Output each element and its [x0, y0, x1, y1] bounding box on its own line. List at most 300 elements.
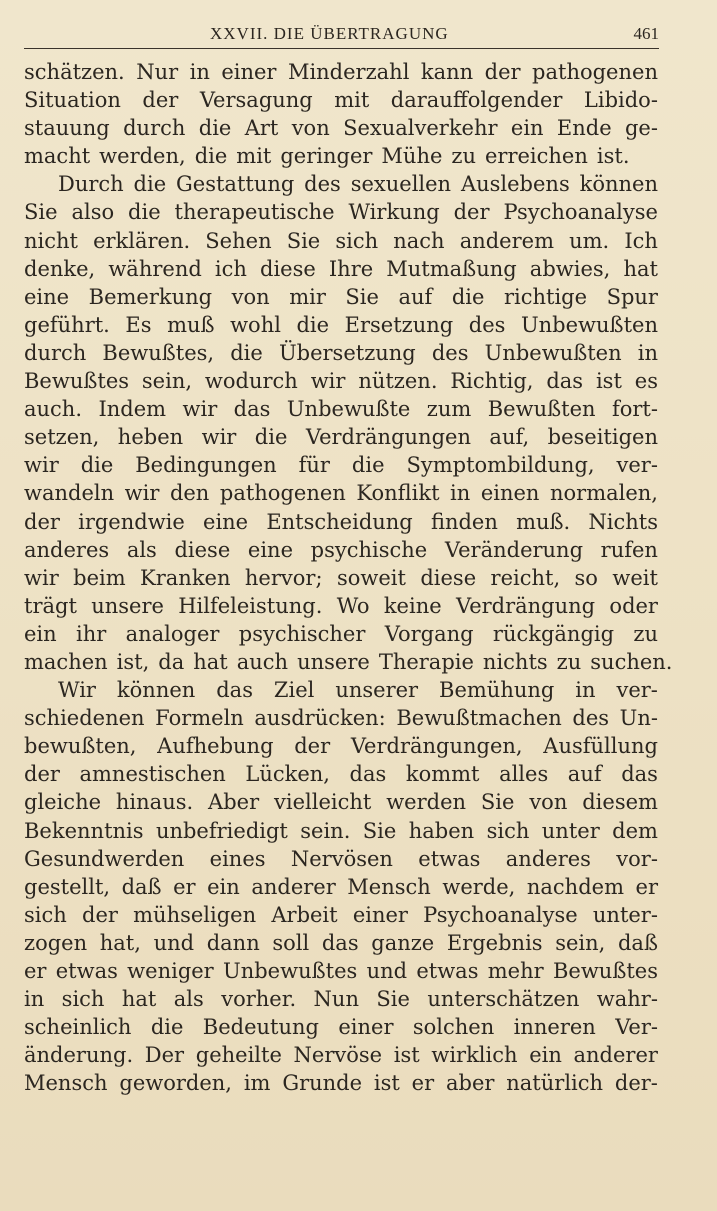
word: unter-	[592, 902, 658, 927]
word: durch	[24, 340, 87, 365]
word: der	[484, 60, 521, 84]
word: Bemerkung	[88, 284, 213, 309]
text-line	[24, 845, 658, 873]
word: Kranken	[140, 565, 231, 590]
word: Wirkung	[348, 200, 440, 225]
word: als	[126, 537, 157, 562]
word: des	[304, 172, 341, 197]
word: ist	[373, 1071, 400, 1096]
word: das	[216, 678, 253, 703]
word: Bewußten	[487, 397, 596, 422]
word: finden	[430, 509, 498, 534]
word: auf	[567, 762, 602, 787]
word: Indem	[98, 397, 167, 422]
word: anderes	[24, 537, 110, 562]
word: für	[298, 453, 330, 478]
word: Verdrängung	[455, 593, 596, 618]
word: wodurch	[204, 369, 298, 394]
word: hat,	[99, 930, 141, 955]
word: die	[198, 116, 232, 141]
word: mit	[334, 88, 370, 113]
word: Verdrängungen	[305, 425, 471, 450]
word: Bekenntnis	[24, 818, 144, 843]
word: kann	[420, 60, 474, 84]
word: während	[108, 256, 202, 281]
word: Ergebnis	[446, 930, 543, 955]
word: geringer	[280, 144, 373, 169]
word: werden,	[99, 144, 186, 169]
word: der	[294, 734, 331, 759]
word: psychische	[310, 537, 428, 562]
word: der-	[614, 1071, 658, 1096]
word: und	[153, 930, 195, 955]
word: Sie	[24, 200, 58, 225]
word: anderes	[505, 846, 591, 871]
word: kommt	[405, 762, 480, 787]
word: ist.	[596, 144, 630, 169]
word: stauung	[24, 116, 110, 141]
word: in	[189, 60, 210, 84]
word: vor-	[616, 846, 658, 871]
word: wahr-	[596, 987, 658, 1012]
word: Entscheidung	[266, 509, 413, 534]
word: Verdrängungen,	[350, 734, 523, 759]
word: das	[349, 762, 387, 787]
word: pathogenen	[219, 481, 346, 506]
page-number: 461	[633, 24, 659, 43]
word: Unbewußten	[520, 312, 658, 337]
word: und	[366, 959, 408, 983]
word: ist	[393, 1043, 420, 1068]
word: Ende	[556, 116, 612, 141]
word: macht	[24, 144, 91, 169]
word: des	[468, 312, 506, 337]
word: Psychoanalyse	[503, 200, 658, 225]
word: Libido-	[583, 88, 658, 113]
word: Nervöse	[293, 1043, 383, 1068]
word: dem	[612, 818, 658, 843]
word: zu	[633, 621, 658, 646]
word: diese	[260, 256, 316, 281]
text-line	[24, 1069, 658, 1097]
text-line	[24, 142, 658, 170]
word: er	[635, 874, 658, 899]
word: der	[24, 509, 60, 534]
word: Spur	[606, 284, 658, 309]
word: die	[230, 340, 263, 365]
word: ihr	[76, 621, 107, 646]
word: die	[254, 425, 288, 450]
word: Konflikt	[356, 481, 440, 506]
word: Auslebens	[460, 172, 570, 197]
word: geführt.	[24, 312, 110, 337]
word: änderung.	[24, 1043, 134, 1068]
word: ein	[24, 621, 57, 646]
word: ausdrücken:	[254, 706, 386, 731]
word: Bewußtes	[24, 369, 130, 394]
word: nichts	[482, 649, 548, 674]
word: Ziel	[273, 678, 315, 703]
word: weniger	[127, 959, 214, 983]
word: schätzen.	[24, 60, 125, 84]
word: diese	[420, 565, 477, 590]
text-line	[24, 957, 658, 985]
word: Aufhebung	[157, 734, 274, 759]
word: schiedenen	[24, 706, 145, 731]
word: Aber	[208, 790, 260, 815]
text-line	[24, 901, 658, 929]
text-line	[24, 508, 658, 536]
word: hat	[121, 987, 157, 1012]
word: abwies,	[529, 256, 611, 281]
word: normalen,	[549, 481, 658, 506]
word: unter	[541, 818, 600, 843]
word: Un-	[619, 706, 658, 731]
word: muß.	[516, 509, 571, 534]
word: Bedingungen	[135, 453, 277, 478]
word: anderem	[459, 228, 554, 253]
word: sein.	[300, 818, 351, 843]
word: werde,	[442, 874, 516, 899]
word: oder	[609, 593, 658, 618]
word: unserer	[335, 678, 419, 703]
word: auch	[236, 649, 289, 674]
text-line	[24, 564, 658, 592]
word: Situation	[24, 88, 121, 113]
word: von	[291, 116, 330, 141]
word: hat	[193, 649, 228, 674]
text-line	[24, 227, 658, 255]
word: ver-	[616, 453, 658, 478]
word: machen	[24, 649, 108, 674]
word: also	[71, 200, 115, 225]
text-line	[24, 704, 658, 732]
word: die	[128, 200, 161, 225]
word: reicht,	[490, 565, 561, 590]
word: Nichts	[588, 509, 658, 534]
word: das	[621, 762, 658, 787]
word: therapeutische	[174, 200, 335, 225]
word: auf,	[489, 425, 530, 450]
body-text	[24, 58, 673, 1097]
word: von	[231, 284, 270, 309]
word: das	[321, 930, 359, 955]
word: des	[572, 706, 610, 731]
text-line	[24, 732, 658, 760]
text-line	[24, 592, 658, 620]
word: die	[351, 453, 385, 478]
word: diese	[174, 537, 231, 562]
running-title: XXVII. DIE ÜBERTRAGUNG	[210, 24, 449, 43]
word: können	[116, 678, 196, 703]
word: ge-	[624, 116, 658, 141]
word: Unbewußten	[484, 340, 622, 365]
word: sein,	[555, 930, 606, 955]
word: scheinlich	[24, 1015, 132, 1040]
word: des	[431, 340, 469, 365]
word: Art	[244, 116, 279, 141]
word: heben	[117, 425, 184, 450]
running-head	[24, 22, 659, 49]
word: wirklich	[431, 1043, 518, 1068]
text-line	[24, 536, 658, 564]
text-line	[24, 58, 658, 86]
word: daß	[121, 874, 162, 899]
text-line	[24, 929, 658, 957]
word: in	[575, 678, 596, 703]
word: sich	[335, 228, 379, 253]
word: ist,	[116, 649, 150, 674]
text-line	[24, 255, 658, 283]
text-line	[24, 620, 658, 648]
word: Ver-	[615, 1015, 658, 1040]
word: können	[579, 172, 658, 197]
word: Nun	[313, 987, 359, 1012]
word: weit	[612, 565, 658, 590]
word: sich	[61, 987, 105, 1012]
word: sexuellen	[350, 172, 452, 197]
text-line	[24, 451, 658, 479]
word: in	[450, 481, 471, 506]
word: wir	[124, 481, 160, 506]
word: nachdem	[526, 874, 624, 899]
word: Der	[144, 1043, 185, 1068]
word: wir	[310, 369, 346, 394]
word: das	[233, 397, 271, 422]
word: Sie	[345, 284, 379, 309]
word: erreichen	[485, 144, 588, 169]
word: rufen	[600, 537, 658, 562]
text-line	[24, 817, 658, 845]
word: Minderzahl	[287, 60, 410, 84]
word: die	[296, 312, 330, 337]
word: sich	[486, 818, 530, 843]
word: solchen	[412, 1015, 495, 1040]
word: Versagung	[199, 88, 313, 113]
word: unsere	[297, 649, 370, 674]
word: Wir	[58, 678, 96, 703]
word: hervor;	[244, 565, 323, 590]
text-line	[24, 367, 658, 395]
word: sein,	[141, 369, 193, 394]
word: nützen.	[358, 369, 438, 394]
word: wir	[24, 565, 59, 590]
text-line	[24, 339, 658, 367]
word: beseitigen	[547, 425, 658, 450]
word: darauffolgender	[390, 88, 563, 113]
word: Mühe	[381, 144, 443, 169]
word: so	[574, 565, 598, 590]
word: Sexualverkehr	[343, 116, 498, 141]
word: Symptombildung,	[406, 453, 595, 478]
word: Veränderung	[444, 537, 584, 562]
word: Sie	[286, 228, 321, 253]
word: nicht	[24, 228, 78, 253]
word: Ich	[624, 228, 658, 253]
word: inneren	[513, 1015, 596, 1040]
text-line	[24, 788, 658, 816]
word: Nur	[136, 60, 179, 84]
word: soweit	[336, 565, 406, 590]
word: Sie	[376, 987, 410, 1012]
word: haben	[408, 818, 475, 843]
text-line	[24, 395, 658, 423]
word: alles	[499, 762, 549, 787]
word: unsere	[91, 593, 164, 618]
word: wir	[24, 453, 59, 478]
word: Gestattung	[176, 172, 295, 197]
word: trägt	[24, 593, 77, 618]
word: irgendwie	[78, 509, 185, 534]
word: hinaus.	[115, 790, 194, 815]
word: wandeln	[24, 481, 115, 506]
word: unbefriedigt	[155, 818, 288, 843]
word: wir	[201, 425, 237, 450]
word: ganze	[371, 930, 435, 955]
word: richtige	[503, 284, 588, 309]
word: der	[82, 902, 118, 927]
word: auf	[398, 284, 433, 309]
word: vorher.	[221, 987, 297, 1012]
word: der	[142, 88, 179, 113]
word: Sehen	[205, 228, 272, 253]
text-line	[24, 676, 658, 704]
word: gestellt,	[24, 874, 111, 899]
word: soll	[272, 930, 310, 955]
word: vielleicht	[274, 790, 372, 815]
word: gleiche	[24, 790, 102, 815]
word: Bemühung	[439, 678, 555, 703]
word: den	[169, 481, 210, 506]
word: Lücken,	[245, 762, 330, 787]
word: Bedeutung	[202, 1015, 319, 1040]
word: Mensch	[347, 874, 431, 899]
word: Es	[125, 312, 152, 337]
word: Sie	[362, 818, 397, 843]
word: Wo	[336, 593, 370, 618]
word: bewußten,	[24, 734, 137, 759]
word: Therapie	[378, 649, 474, 674]
word: Ersetzung	[344, 312, 454, 337]
word: nach	[393, 228, 445, 253]
word: zogen	[24, 930, 88, 955]
word: pathogenen	[532, 60, 658, 84]
word: ver-	[616, 678, 658, 703]
word: daß	[617, 930, 658, 955]
word: Mutmaßung	[386, 256, 517, 281]
word: die	[80, 453, 114, 478]
word: ein	[529, 1043, 562, 1068]
word: fort-	[611, 397, 658, 422]
word: werden	[386, 790, 467, 815]
word: mehr	[487, 959, 544, 983]
text-line	[24, 311, 658, 339]
word: Bewußtes	[552, 959, 658, 983]
text-line	[24, 198, 658, 226]
word: beim	[73, 565, 126, 590]
word: Arbeit	[271, 902, 338, 927]
word: muß	[167, 312, 215, 337]
word: zu	[556, 649, 582, 674]
word: durch	[123, 116, 186, 141]
word: Ihre	[328, 256, 374, 281]
word: die	[150, 1015, 184, 1040]
word: einer	[221, 60, 277, 84]
word: anderer	[251, 874, 336, 899]
word: das	[546, 369, 584, 394]
word: unterschätzen	[427, 987, 580, 1012]
word: suchen.	[590, 649, 673, 674]
word: erklären.	[93, 228, 191, 253]
word: Übersetzung	[278, 340, 416, 365]
word: diesem	[582, 790, 658, 815]
word: Hilfeleistung.	[178, 593, 323, 618]
word: mit	[236, 144, 272, 169]
word: eine	[203, 509, 249, 534]
word: einer	[338, 1015, 394, 1040]
word: Grunde	[282, 1071, 363, 1096]
word: in	[637, 340, 658, 365]
word: als	[173, 987, 204, 1012]
text-line	[24, 170, 658, 198]
word: einen	[480, 481, 540, 506]
text-line	[24, 114, 658, 142]
text-line	[24, 648, 673, 676]
word: er	[173, 874, 196, 899]
word: wohl	[230, 312, 281, 337]
word: eines	[209, 846, 266, 871]
word: Richtig,	[450, 369, 534, 394]
word: aber	[445, 1071, 495, 1096]
word: ein	[510, 116, 544, 141]
word: in	[24, 987, 45, 1012]
word: dann	[206, 930, 260, 955]
word: Ausfüllung	[543, 734, 658, 759]
text-line	[24, 1041, 658, 1069]
word: da	[158, 649, 185, 674]
word: sich	[24, 902, 67, 927]
word: ich	[214, 256, 247, 281]
word: Durch	[58, 172, 124, 197]
word: die	[133, 172, 167, 197]
text-line	[24, 283, 658, 311]
word: Bewußtes,	[102, 340, 215, 365]
word: ist	[595, 369, 622, 394]
word: Sie	[480, 790, 515, 815]
text-line	[24, 873, 658, 901]
word: rückgängig	[492, 621, 615, 646]
word: geheilte	[195, 1043, 282, 1068]
word: die	[194, 144, 228, 169]
word: auch.	[24, 397, 83, 422]
word: amnestischen	[79, 762, 226, 787]
text-line	[24, 423, 658, 451]
word: mir	[289, 284, 326, 309]
word: Mensch	[24, 1071, 108, 1096]
word: eine	[247, 537, 294, 562]
word: um.	[569, 228, 610, 253]
text-line	[24, 1013, 658, 1041]
word: psychischer	[238, 621, 366, 646]
word: anderer	[573, 1043, 658, 1068]
word: die	[451, 284, 485, 309]
word: etwas	[416, 959, 479, 983]
word: es	[634, 369, 658, 394]
text-line	[24, 985, 658, 1013]
word: er	[411, 1071, 435, 1096]
word: denke,	[24, 256, 96, 281]
word: natürlich	[506, 1071, 604, 1096]
